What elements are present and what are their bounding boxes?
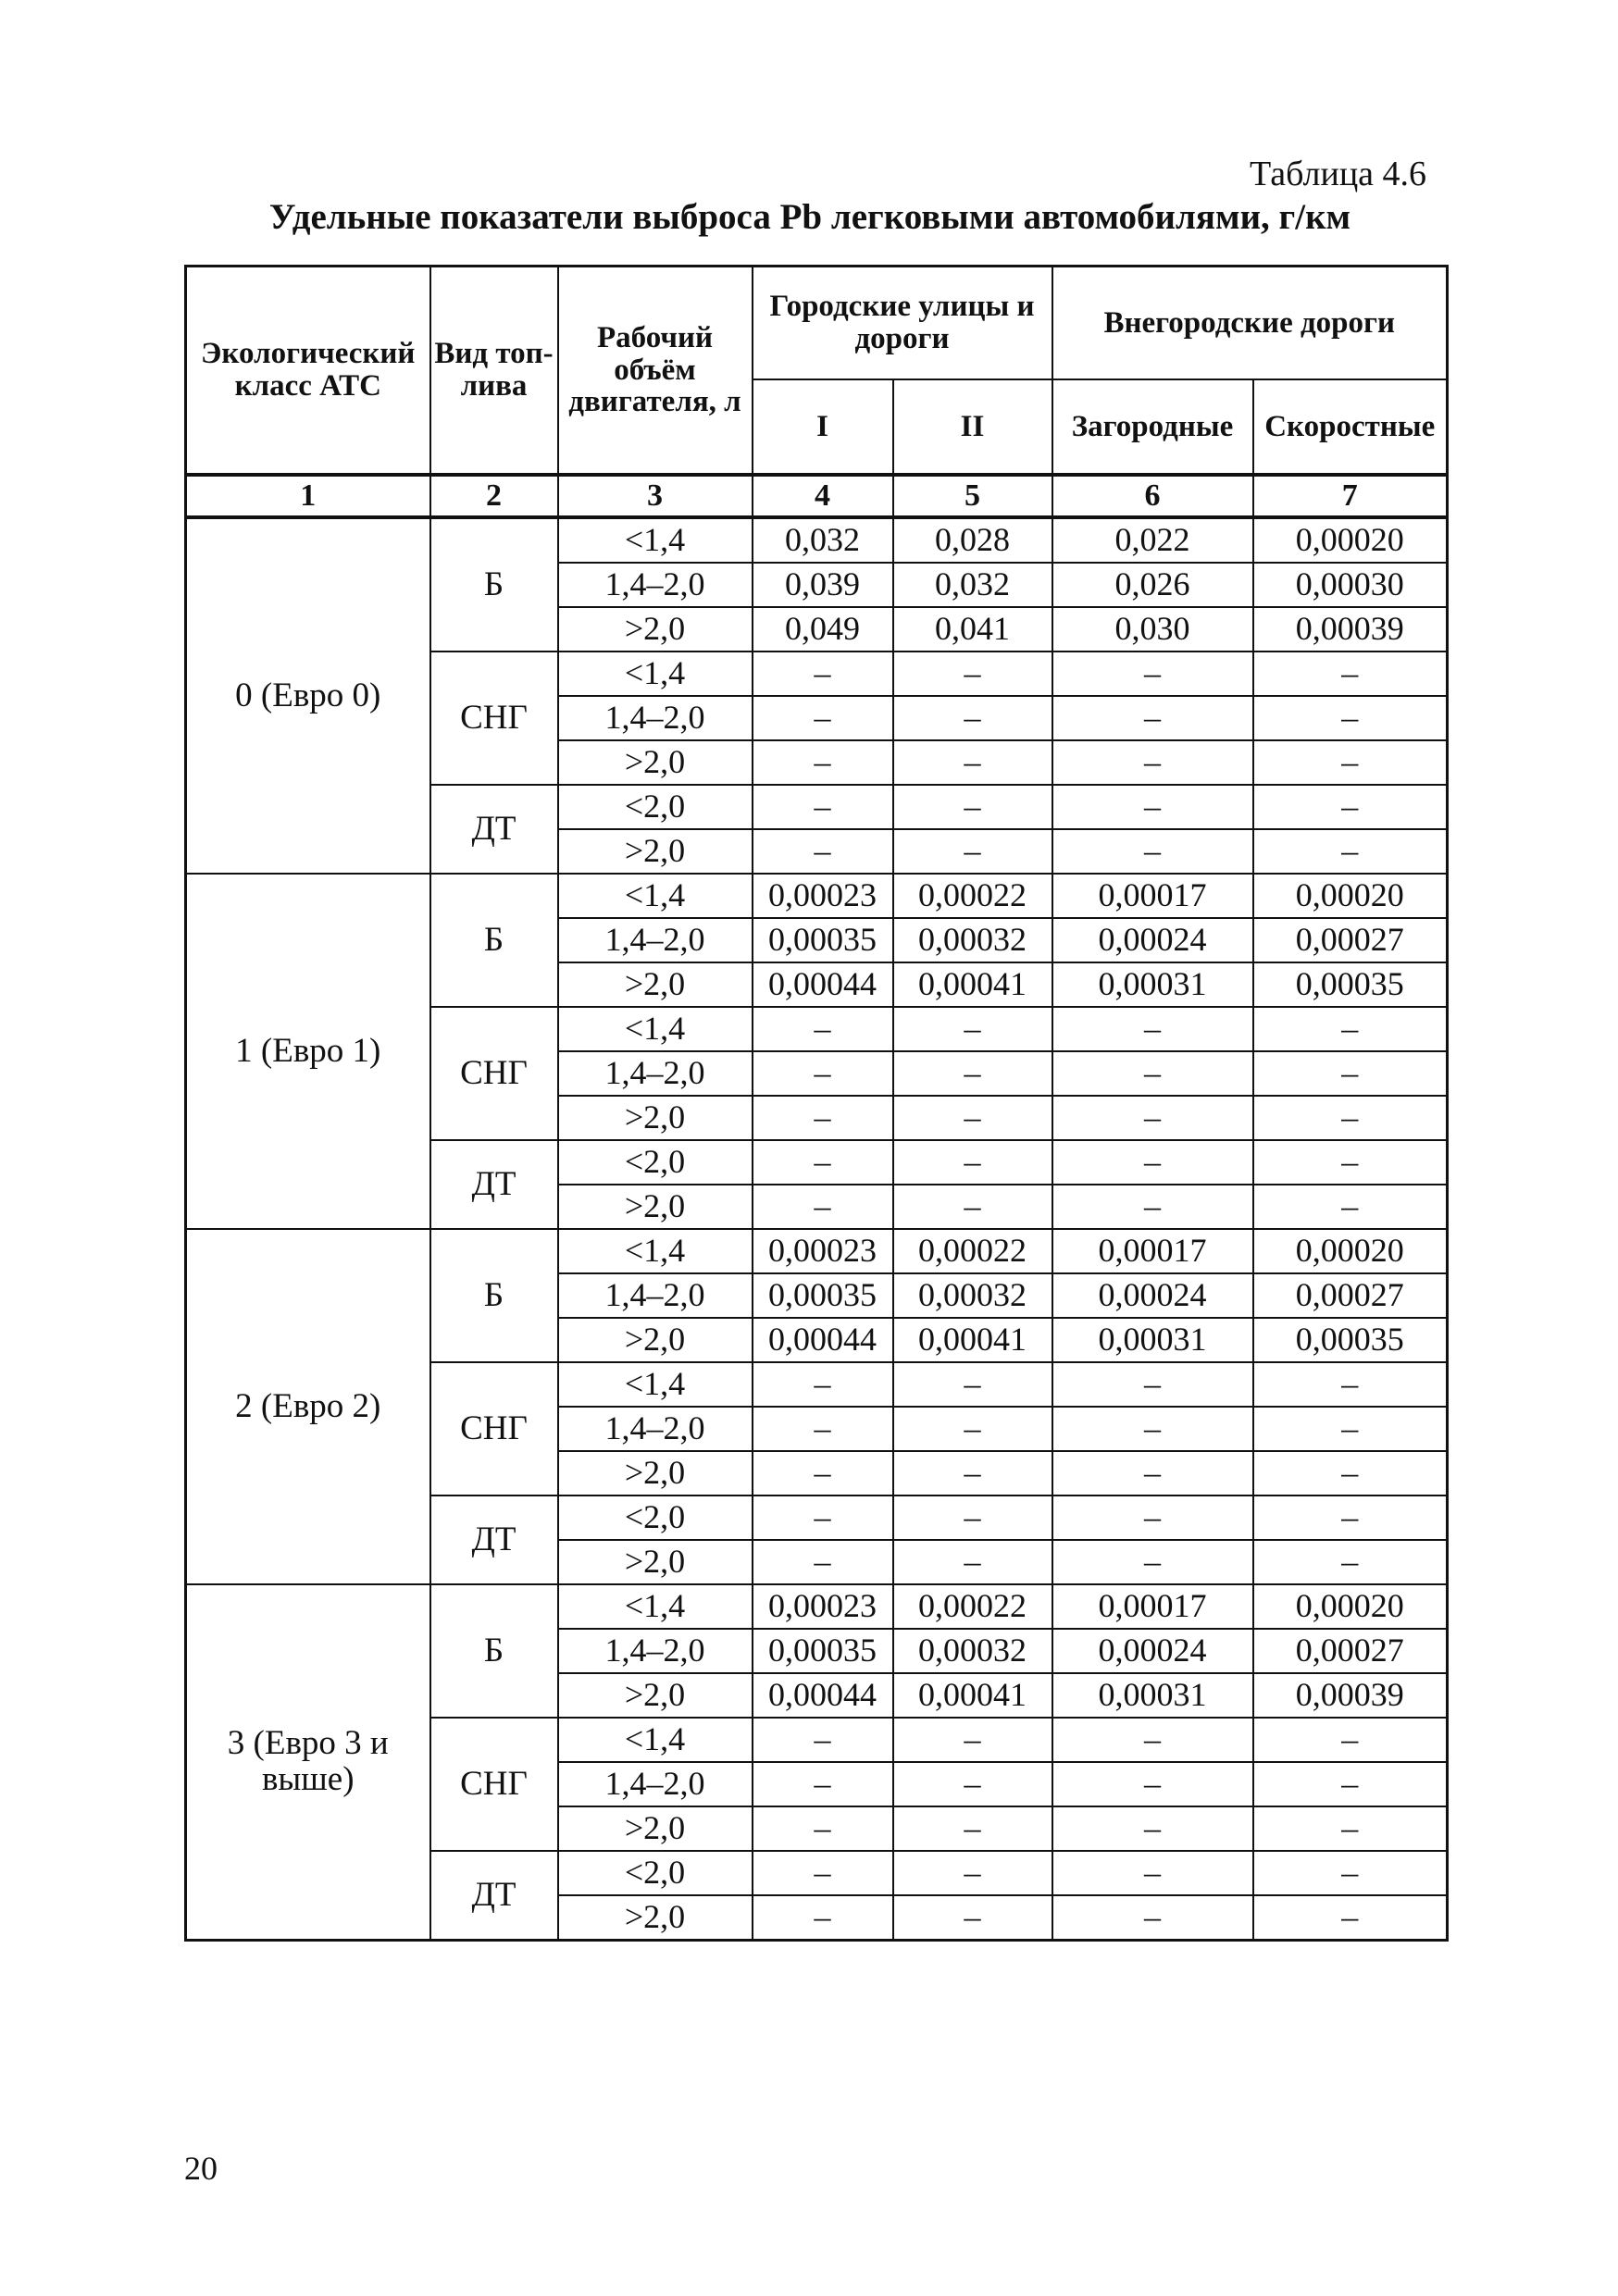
fuel-cell: Б	[430, 1584, 558, 1718]
value-cell: –	[1253, 696, 1448, 740]
table-row	[186, 1584, 1448, 1629]
value-cell: 0,049	[753, 607, 893, 652]
value-cell: 0,00041	[893, 962, 1052, 1007]
value-cell: –	[893, 1007, 1052, 1051]
header-volume: Рабочий объём двигателя, л	[558, 267, 753, 476]
value-cell: 0,00020	[1253, 1229, 1448, 1273]
volume-cell: >2,0	[558, 1540, 753, 1584]
value-cell: –	[1052, 1451, 1253, 1496]
fuel-cell: СНГ	[430, 1007, 558, 1140]
value-cell: –	[893, 1895, 1052, 1941]
value-cell: 0,00017	[1052, 874, 1253, 918]
value-cell: –	[1253, 1362, 1448, 1407]
value-cell: –	[753, 785, 893, 829]
value-cell: –	[1253, 1096, 1448, 1140]
value-cell: –	[1052, 1718, 1253, 1762]
value-cell: –	[1052, 1140, 1253, 1185]
volume-cell: >2,0	[558, 1185, 753, 1229]
value-cell: 0,00027	[1253, 918, 1448, 962]
value-cell: –	[893, 1407, 1052, 1451]
column-number: 1	[186, 475, 430, 517]
value-cell: 0,00031	[1052, 1673, 1253, 1718]
value-cell: –	[1052, 1895, 1253, 1941]
value-cell: –	[753, 740, 893, 785]
column-number: 3	[558, 475, 753, 517]
table-body	[186, 517, 1448, 1941]
volume-cell: >2,0	[558, 1806, 753, 1851]
value-cell: 0,041	[893, 607, 1052, 652]
eco-class-cell: 3 (Евро 3 и выше)	[186, 1584, 430, 1941]
value-cell: –	[1052, 1806, 1253, 1851]
value-cell: –	[1052, 1851, 1253, 1895]
value-cell: –	[1052, 1007, 1253, 1051]
value-cell: –	[753, 652, 893, 696]
volume-cell: >2,0	[558, 1318, 753, 1362]
value-cell: 0,00044	[753, 1673, 893, 1718]
value-cell: –	[893, 652, 1052, 696]
volume-cell: 1,4–2,0	[558, 1273, 753, 1318]
value-cell: –	[1052, 1185, 1253, 1229]
value-cell: 0,00017	[1052, 1584, 1253, 1629]
value-cell: 0,00035	[1253, 962, 1448, 1007]
volume-cell: <2,0	[558, 785, 753, 829]
value-cell: –	[1052, 1407, 1253, 1451]
value-cell: 0,00023	[753, 1584, 893, 1629]
header-rural: Внегородские дороги	[1052, 267, 1448, 380]
volume-cell: >2,0	[558, 740, 753, 785]
value-cell: –	[1253, 1140, 1448, 1185]
value-cell: –	[893, 1140, 1052, 1185]
value-cell: –	[1253, 1007, 1448, 1051]
value-cell: –	[753, 1362, 893, 1407]
volume-cell: 1,4–2,0	[558, 918, 753, 962]
volume-cell: <1,4	[558, 1229, 753, 1273]
value-cell: 0,00022	[893, 874, 1052, 918]
value-cell: –	[1253, 1496, 1448, 1540]
table-row	[186, 517, 1448, 563]
value-cell: 0,00023	[753, 1229, 893, 1273]
value-cell: –	[893, 740, 1052, 785]
column-number: 6	[1052, 475, 1253, 517]
value-cell: 0,00030	[1253, 563, 1448, 607]
volume-cell: <1,4	[558, 517, 753, 563]
value-cell: 0,00039	[1253, 607, 1448, 652]
value-cell: –	[1052, 740, 1253, 785]
emissions-table	[184, 265, 1449, 1942]
header-rural-highway: Скоростные	[1253, 379, 1448, 475]
volume-cell: <2,0	[558, 1496, 753, 1540]
volume-cell: <2,0	[558, 1140, 753, 1185]
value-cell: –	[893, 1540, 1052, 1584]
column-number: 2	[430, 475, 558, 517]
value-cell: 0,00032	[893, 1629, 1052, 1673]
fuel-cell: ДТ	[430, 785, 558, 874]
value-cell: –	[893, 1451, 1052, 1496]
volume-cell: >2,0	[558, 1096, 753, 1140]
value-cell: –	[1253, 1718, 1448, 1762]
value-cell: –	[753, 1407, 893, 1451]
value-cell: 0,00031	[1052, 962, 1253, 1007]
value-cell: –	[1052, 1051, 1253, 1096]
eco-class-cell: 0 (Евро 0)	[186, 517, 430, 874]
header-eco-class: Экологический класс АТС	[186, 267, 430, 476]
volume-cell: <1,4	[558, 1362, 753, 1407]
column-number: 4	[753, 475, 893, 517]
value-cell: –	[1253, 1540, 1448, 1584]
value-cell: –	[1052, 1496, 1253, 1540]
value-cell: 0,026	[1052, 563, 1253, 607]
value-cell: –	[893, 1806, 1052, 1851]
value-cell: –	[753, 1051, 893, 1096]
volume-cell: 1,4–2,0	[558, 1407, 753, 1451]
value-cell: –	[893, 1362, 1052, 1407]
value-cell: –	[893, 1496, 1052, 1540]
fuel-cell: ДТ	[430, 1140, 558, 1229]
header-fuel: Вид топ-лива	[430, 267, 558, 476]
header-city-i: I	[753, 379, 893, 475]
volume-cell: 1,4–2,0	[558, 563, 753, 607]
value-cell: 0,00020	[1253, 1584, 1448, 1629]
value-cell: –	[1052, 829, 1253, 874]
volume-cell: 1,4–2,0	[558, 1762, 753, 1806]
volume-cell: <1,4	[558, 874, 753, 918]
value-cell: –	[1253, 829, 1448, 874]
volume-cell: 1,4–2,0	[558, 1629, 753, 1673]
value-cell: 0,00024	[1052, 1273, 1253, 1318]
value-cell: –	[1253, 1851, 1448, 1895]
value-cell: 0,022	[1052, 517, 1253, 563]
value-cell: 0,00020	[1253, 874, 1448, 918]
value-cell: 0,00035	[753, 1273, 893, 1318]
value-cell: –	[893, 785, 1052, 829]
value-cell: 0,00027	[1253, 1629, 1448, 1673]
value-cell: –	[1253, 1051, 1448, 1096]
value-cell: 0,028	[893, 517, 1052, 563]
value-cell: –	[753, 1540, 893, 1584]
volume-cell: >2,0	[558, 962, 753, 1007]
header-city: Городские улицы и дороги	[753, 267, 1052, 380]
value-cell: –	[753, 1718, 893, 1762]
eco-class-cell: 2 (Евро 2)	[186, 1229, 430, 1584]
header-city-ii: II	[893, 379, 1052, 475]
volume-cell: 1,4–2,0	[558, 1051, 753, 1096]
volume-cell: <2,0	[558, 1851, 753, 1895]
value-cell: 0,00044	[753, 1318, 893, 1362]
value-cell: –	[1253, 1407, 1448, 1451]
value-cell: –	[893, 696, 1052, 740]
value-cell: 0,032	[893, 563, 1052, 607]
volume-cell: >2,0	[558, 1895, 753, 1941]
table-caption: Таблица 4.6	[1250, 155, 1427, 193]
value-cell: 0,00044	[753, 962, 893, 1007]
fuel-cell: Б	[430, 1229, 558, 1362]
value-cell: –	[753, 696, 893, 740]
column-number: 7	[1253, 475, 1448, 517]
value-cell: 0,00041	[893, 1318, 1052, 1362]
header-rural-suburban: Загородные	[1052, 379, 1253, 475]
table-row	[186, 874, 1448, 918]
value-cell: 0,00020	[1253, 517, 1448, 563]
value-cell: –	[893, 1718, 1052, 1762]
value-cell: –	[753, 1185, 893, 1229]
value-cell: –	[753, 1895, 893, 1941]
value-cell: –	[893, 1762, 1052, 1806]
value-cell: 0,00024	[1052, 1629, 1253, 1673]
value-cell: 0,00035	[1253, 1318, 1448, 1362]
value-cell: 0,00022	[893, 1229, 1052, 1273]
value-cell: 0,039	[753, 563, 893, 607]
fuel-cell: СНГ	[430, 1718, 558, 1851]
page-number: 20	[184, 2150, 218, 2187]
value-cell: –	[1052, 696, 1253, 740]
value-cell: –	[753, 1762, 893, 1806]
value-cell: 0,00022	[893, 1584, 1052, 1629]
value-cell: 0,00032	[893, 918, 1052, 962]
volume-cell: <1,4	[558, 652, 753, 696]
value-cell: 0,00031	[1052, 1318, 1253, 1362]
fuel-cell: Б	[430, 517, 558, 652]
fuel-cell: СНГ	[430, 652, 558, 785]
value-cell: 0,00039	[1253, 1673, 1448, 1718]
value-cell: 0,030	[1052, 607, 1253, 652]
value-cell: –	[753, 1851, 893, 1895]
value-cell: –	[1052, 1096, 1253, 1140]
value-cell: –	[753, 1140, 893, 1185]
value-cell: –	[753, 1451, 893, 1496]
value-cell: –	[753, 1806, 893, 1851]
volume-cell: >2,0	[558, 607, 753, 652]
volume-cell: >2,0	[558, 1451, 753, 1496]
value-cell: –	[1052, 1362, 1253, 1407]
value-cell: –	[1253, 1762, 1448, 1806]
value-cell: 0,00023	[753, 874, 893, 918]
value-cell: 0,00024	[1052, 918, 1253, 962]
fuel-cell: ДТ	[430, 1496, 558, 1584]
value-cell: –	[893, 1096, 1052, 1140]
value-cell: –	[1253, 1895, 1448, 1941]
value-cell: –	[1253, 1185, 1448, 1229]
value-cell: –	[753, 829, 893, 874]
volume-cell: >2,0	[558, 1673, 753, 1718]
value-cell: –	[893, 829, 1052, 874]
table-row	[186, 1229, 1448, 1273]
value-cell: –	[753, 1096, 893, 1140]
value-cell: –	[1253, 740, 1448, 785]
volume-cell: <1,4	[558, 1584, 753, 1629]
fuel-cell: Б	[430, 874, 558, 1007]
eco-class-cell: 1 (Евро 1)	[186, 874, 430, 1229]
fuel-cell: СНГ	[430, 1362, 558, 1496]
value-cell: –	[1052, 652, 1253, 696]
value-cell: –	[1052, 785, 1253, 829]
volume-cell: <1,4	[558, 1007, 753, 1051]
table-title: Удельные показатели выброса Pb легковыми автомобилями, г/км	[268, 197, 1351, 237]
value-cell: 0,032	[753, 517, 893, 563]
value-cell: 0,00035	[753, 918, 893, 962]
column-number: 5	[893, 475, 1052, 517]
value-cell: –	[1253, 652, 1448, 696]
value-cell: –	[1253, 785, 1448, 829]
volume-cell: <1,4	[558, 1718, 753, 1762]
value-cell: 0,00035	[753, 1629, 893, 1673]
fuel-cell: ДТ	[430, 1851, 558, 1941]
value-cell: –	[753, 1496, 893, 1540]
volume-cell: >2,0	[558, 829, 753, 874]
value-cell: 0,00027	[1253, 1273, 1448, 1318]
value-cell: –	[1052, 1540, 1253, 1584]
value-cell: –	[1253, 1806, 1448, 1851]
value-cell: –	[753, 1007, 893, 1051]
value-cell: 0,00017	[1052, 1229, 1253, 1273]
value-cell: –	[893, 1051, 1052, 1096]
value-cell: –	[1253, 1451, 1448, 1496]
value-cell: –	[1052, 1762, 1253, 1806]
value-cell: –	[893, 1851, 1052, 1895]
volume-cell: 1,4–2,0	[558, 696, 753, 740]
value-cell: –	[893, 1185, 1052, 1229]
value-cell: 0,00032	[893, 1273, 1052, 1318]
value-cell: 0,00041	[893, 1673, 1052, 1718]
